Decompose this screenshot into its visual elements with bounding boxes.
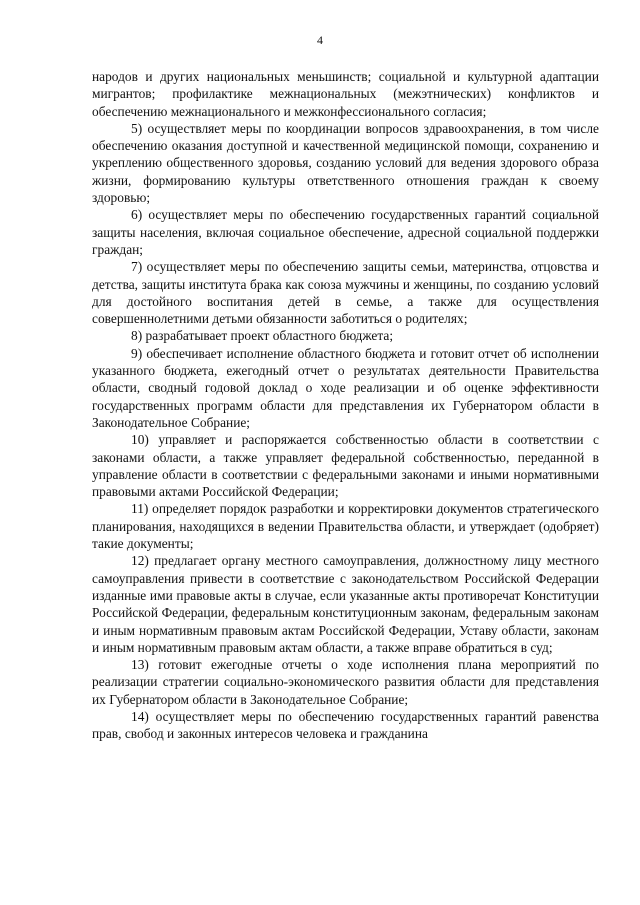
paragraph-item-5: 5) осуществляет меры по координации вопросов здравоохранения, в том числе обеспечению оказания доступной и качественной медицинской помощи, сохранению и укреплению общественного здоровья, созданию условий для ведения здорового образа жизни, формированию культуры ответственного отношения граждан к своему здоровью; [92, 120, 599, 206]
paragraph-item-9: 9) обеспечивает исполнение областного бюджета и готовит отчет об исполнении указанного бюджета, ежегодный отчет о результатах деятельности Правительства области, сводный годовой доклад о ходе реализации и об оценке эффективности государственных программ области для представления их Губернатором области в Законодательное Собрание; [92, 345, 599, 430]
paragraph-item-8: 8) разрабатывает проект областного бюджета; [131, 328, 394, 344]
paragraph-item-13: 13) готовит ежегодные отчеты о ходе исполнения плана мероприятий по реализации стратегии социально-экономического развития области для представления их Губернатором области в Законодательное Собрание; [92, 657, 599, 707]
paragraph-item-11: 11) определяет порядок разработки и корректировки документов стратегического планирования, находящихся в ведении Правительства области, и утверждает (одобряет) такие документы; [92, 501, 599, 552]
document-body [92, 68, 599, 743]
paragraph-item-7: 7) осуществляет меры по обеспечению защиты семьи, материнства, отцовства и детства, защиты института брака как союза мужчины и женщины, по созданию условий для достойного воспитания детей в семье, а также для осуществления совершеннолетними детьми обязанности заботиться о родителях; [92, 259, 599, 327]
paragraph: народов и других национальных меньшинств; социальной и культурной адаптации мигрантов; профилактике межнациональных (межэтнических) конфликтов и обеспечению межнационального и межконфессионального согласия; [92, 69, 599, 119]
paragraph-item-12: 12) предлагает органу местного самоуправления, должностному лицу местного самоуправления привести в соответствие с законодательством Российской Федерации изданные ими правовые акты в случае, если указанные акты противоречат Конституции Российской Федерации, федеральным конституционным законам, федеральным законам и иным нормативным правовым актам Российской Федерации, Уставу области, законам и иным нормативным правовым актам области, а также вправе обратиться в суд; [92, 553, 599, 655]
paragraph-item-14: 14) осуществляет меры по обеспечению государственных гарантий равенства прав, свобод и законных интересов человека и гражданина [92, 708, 599, 742]
paragraph-item-6: 6) осуществляет меры по обеспечению государственных гарантий социальной защиты населения, включая социальное обеспечение, адресной социальной поддержки граждан; [92, 207, 599, 257]
paragraph-item-10: 10) управляет и распоряжается собственностью области в соответствии с законами области, а также управляет федеральной собственностью, переданной в управление области в соответствии с федеральными законами и иными нормативными правовыми актами Российской Федерации; [92, 432, 599, 500]
page-number: 4 [317, 33, 323, 47]
